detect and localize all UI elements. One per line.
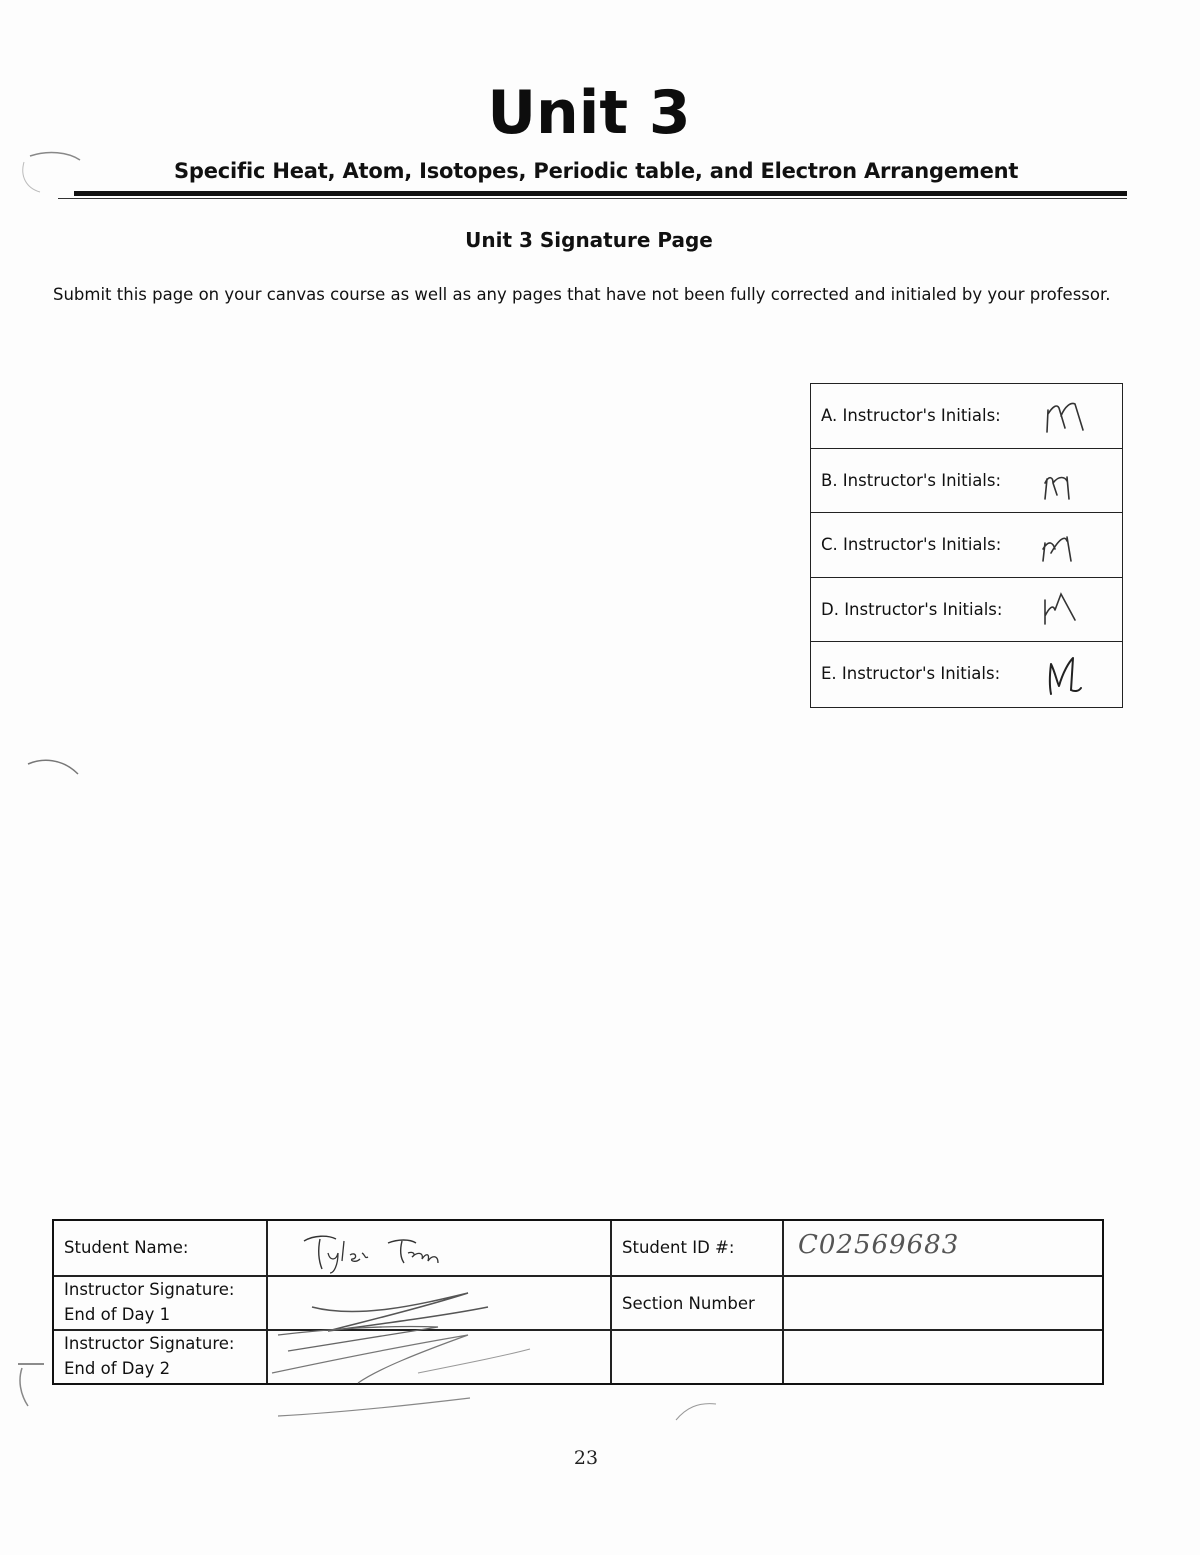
student-id-value: C02569683 bbox=[798, 1230, 960, 1260]
initials-row-e bbox=[811, 642, 1122, 707]
handwritten-initial-b bbox=[1039, 461, 1089, 503]
student-name-signature bbox=[296, 1231, 466, 1275]
initials-row-b bbox=[811, 449, 1122, 514]
initials-label-c: C. Instructor's Initials: bbox=[821, 535, 1002, 555]
instructor-signature-scribble bbox=[268, 1279, 588, 1387]
handwritten-initial-e bbox=[1039, 654, 1089, 696]
signature-page-heading: Unit 3 Signature Page bbox=[465, 228, 713, 252]
initials-row-c bbox=[811, 513, 1122, 578]
unit-title: Unit 3 bbox=[487, 78, 691, 148]
student-name-value bbox=[100, 1233, 600, 1273]
page-number: 23 bbox=[573, 1447, 599, 1469]
instructor-signature-day1-label-line2: End of Day 1 bbox=[64, 1305, 171, 1324]
handwritten-initial-d bbox=[1039, 590, 1089, 632]
unit-subtitle: Specific Heat, Atom, Isotopes, Periodic table, and Electron Arrangement bbox=[174, 159, 1019, 183]
stray-pen-stroke bbox=[270, 1390, 750, 1430]
section-number-label: Section Number bbox=[622, 1294, 755, 1313]
instructions-text: Submit this page on your canvas course as well as any pages that have not been fully corrected and initialed by your professor. bbox=[53, 285, 1111, 304]
initials-label-b: B. Instructor's Initials: bbox=[821, 470, 1002, 490]
handwritten-initial-a bbox=[1039, 396, 1089, 438]
title-rule-thin bbox=[58, 198, 1127, 199]
initials-label-a: A. Instructor's Initials: bbox=[821, 406, 1001, 425]
initials-label-d: D. Instructor's Initials: bbox=[821, 599, 1003, 619]
initials-row-d bbox=[811, 578, 1122, 643]
instructor-signature-day2-label bbox=[64, 1331, 234, 1381]
student-id-label: Student ID #: bbox=[622, 1238, 735, 1257]
handwritten-initial-c bbox=[1039, 525, 1089, 567]
instructor-signature-day1-label bbox=[64, 1277, 234, 1327]
student-name-label: Student Name: bbox=[64, 1238, 189, 1257]
student-info-table bbox=[52, 1219, 1104, 1385]
instructor-signature-day1-label-line1: Instructor Signature: bbox=[64, 1280, 235, 1299]
instructor-signature-day2-label-line2: End of Day 2 bbox=[64, 1359, 171, 1378]
table-divider bbox=[610, 1221, 612, 1383]
instructor-initials-table bbox=[810, 383, 1123, 708]
table-divider bbox=[782, 1221, 784, 1383]
initials-row-a bbox=[811, 384, 1122, 449]
initials-label-e: E. Instructor's Initials: bbox=[821, 664, 1001, 684]
instructor-signature-day2-label-line1: Instructor Signature: bbox=[64, 1334, 235, 1353]
scan-artifact-mid-left bbox=[22, 752, 92, 802]
title-rule bbox=[74, 191, 1127, 196]
